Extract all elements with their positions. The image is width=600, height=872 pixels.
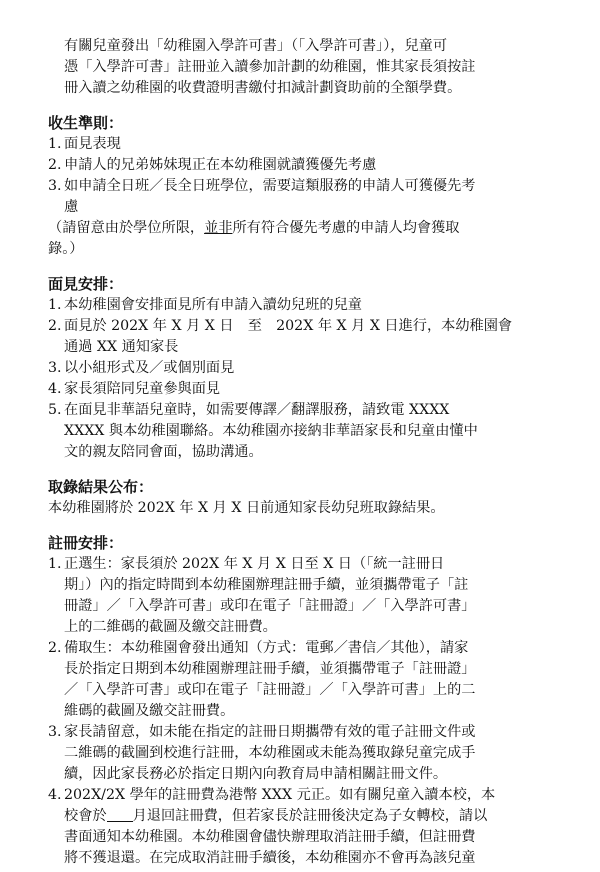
results-section [48,477,552,519]
item-line: 長於指定日期到本幼稚園辦理註冊手續，並須攜帶電子「註冊證」 [64,661,476,677]
admission-section [48,113,552,260]
note-line: 錄。） [48,241,84,257]
item-line: 如申請全日班／長全日班學位，需要這類服務的申請人可獲優先考 [64,178,476,194]
admission-list [48,134,552,218]
item-line: 以小組形式及／或個別面見 [64,360,235,376]
item-line: 期」）內的指定時間到本幼稚園辦理註冊手續，並須攜帶電子「註 [64,577,469,593]
item-line: 書面通知本幼稚園。本幼稚園會儘快辦理取消註冊手續，但註冊費 [64,829,476,845]
item-text: 校會於 [64,808,107,824]
item-number: 2. [48,157,62,173]
item-line: 將不獲退還。在完成取消註冊手續後，本幼稚園亦不會再為該兒童 [64,850,476,866]
item-line: 202X/2X 學年的註冊費為港幣 XXX 元正。如有關兒童入讀本校，本 [64,787,496,803]
list-item [48,358,552,379]
item-number: 2. [48,640,62,656]
note-text: （請留意由於學位所限， [48,220,205,236]
registration-heading: 註冊安排： [48,534,124,552]
item-line: 家長須陪同兒童參與面見 [64,381,221,397]
item-number: 3. [48,360,62,376]
item-line: 本幼稚園會安排面見所有申請入讀幼兒班的兒童 [64,297,362,313]
item-number: 5. [48,402,62,418]
item-number: 1. [48,556,62,572]
list-item [48,155,552,176]
item-line [64,806,495,827]
item-line: 上的二維碼的截圖及繳交註冊費。 [64,619,277,635]
admission-heading: 收生準則： [48,114,124,132]
item-line: 面見表現 [64,136,121,152]
item-line: 備取生：本幼稚園會發出通知（方式：電郵／書信／其他），請家 [64,640,469,656]
item-line: 續，因此家長務必於指定日期內向教育局申請相關註冊文件。 [64,766,448,782]
interview-heading: 面見安排： [48,275,124,293]
item-number: 3. [48,178,62,194]
item-line: XXXX 與本幼稚園聯絡。本幼稚園亦接納非華語家長和兒童由懂中 [64,423,478,439]
item-number: 1. [48,297,62,313]
item-number: 4. [48,787,62,803]
item-line: 在面見非華語兒童時，如需要傳譯／翻譯服務，請致電 XXXX [64,402,450,418]
item-number: 2. [48,318,62,334]
list-item [48,722,552,785]
list-item [48,176,552,218]
intro-paragraph [48,36,552,99]
results-text: 本幼稚園將於 202X 年 X 月 X 日前通知家長幼兒班取錄結果。 [48,500,445,516]
interview-section [48,274,552,463]
item-line: 正選生：家長須於 202X 年 X 月 X 日至 X 日（「統一註冊日 [64,556,445,572]
item-number: 3. [48,724,62,740]
admission-note [48,218,552,260]
intro-line: 有關兒童發出「幼稚園入學許可書」（「入學許可書」），兒童可 [64,38,448,54]
interview-list [48,295,552,463]
list-item [48,295,552,316]
blank-field [107,807,133,822]
item-line: 文的親友陪同會面，協助溝通。 [64,444,263,460]
list-item [48,134,552,155]
item-line: ／「入學許可書」或印在電子「註冊證」／「入學許可書」上的二 [64,682,476,698]
list-item [48,400,552,463]
note-text: 所有符合優先考慮的申請人均會獲取 [232,220,460,236]
item-line: 面見於 202X 年 X 月 X 日 至 202X 年 X 月 X 日進行，本幼稚園會 [64,318,513,334]
item-line: 申請人的兄弟姊妹現正在本幼稚園就讀獲優先考慮 [64,157,377,173]
list-item [48,554,552,638]
registration-section [48,533,552,869]
list-item [48,785,552,869]
item-line: 維碼的截圖及繳交註冊費。 [64,703,235,719]
item-line: 家長請留意，如未能在指定的註冊日期攜帶有效的電子註冊文件或 [64,724,476,740]
list-item [48,316,552,358]
registration-list [48,554,552,869]
note-underlined: 並非 [204,220,233,236]
list-item [48,638,552,722]
item-number: 1. [48,136,62,152]
item-line: 慮 [64,199,79,215]
item-line: 二維碼的截圖到校進行註冊，本幼稚園或未能為獲取錄兒童完成手 [64,745,476,761]
item-number: 4. [48,381,62,397]
item-line: 冊證」／「入學許可書」或印在電子「註冊證」／「入學許可書」 [64,598,476,614]
results-heading: 取錄結果公布： [48,478,154,496]
intro-line: 冊入讀之幼稚園的收費證明書繳付扣減計劃資助前的全額學費。 [64,80,462,96]
intro-line: 憑「入學許可書」註冊並入讀參加計劃的幼稚園，惟其家長須按註 [64,59,476,75]
list-item [48,379,552,400]
item-text: 月退回註冊費，但若家長於註冊後決定為子女轉校，請以 [132,808,488,824]
item-line: 通過 XX 通知家長 [64,339,179,355]
